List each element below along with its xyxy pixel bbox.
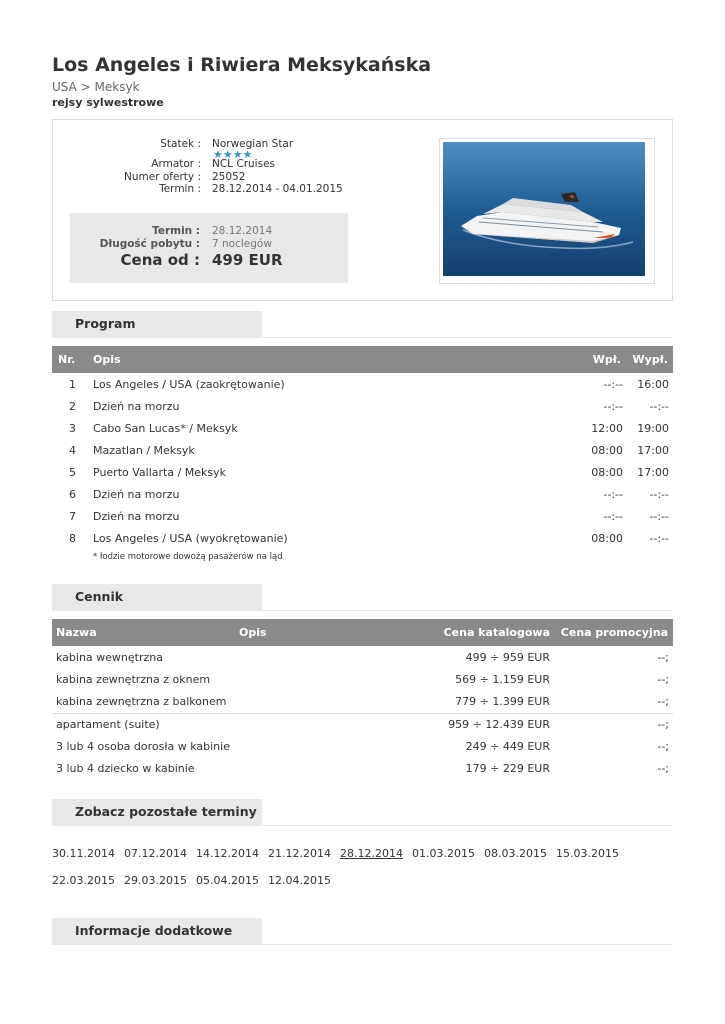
row-cena-katalogowa: 499 ÷ 959 EUR [465,651,550,664]
col-cena-katalogowa: Cena katalogowa [443,626,550,639]
term-date-link[interactable]: 12.04.2015 [268,874,331,887]
table-row [52,484,673,506]
row-nazwa: kabina zewnętrzna z balkonem [56,695,227,708]
table-row [52,418,673,440]
row-nr: 5 [69,466,76,479]
cennik-table-body [52,647,673,787]
term-date-link-selected[interactable]: 28.12.2014 [340,847,403,860]
row-nr: 8 [69,532,76,545]
row-cena-promocyjna: --; [657,718,669,731]
cruise-ship-image [443,142,645,276]
row-nr: 4 [69,444,76,457]
row-wypl: 16:00 [637,378,669,391]
col-cena-promocyjna: Cena promocyjna [560,626,668,639]
ship-label: Statek : [160,138,201,150]
row-wpl: 12:00 [591,422,623,435]
row-opis: Dzień na morzu [93,488,180,501]
row-wpl: --:-- [603,488,623,501]
cennik-table-header [52,619,673,646]
col-opis: Opis [239,626,267,639]
row-nr: 2 [69,400,76,413]
program-heading: Program [75,316,136,331]
owner-label: Armator : [151,158,201,170]
row-cena-promocyjna: --; [657,695,669,708]
terms-date-list [52,847,673,892]
col-opis: Opis [93,353,121,366]
row-nazwa: 3 lub 4 dziecko w kabinie [56,762,195,775]
ship-value: Norwegian Star [212,138,294,150]
col-nazwa: Nazwa [56,626,97,639]
cennik-heading: Cennik [75,589,124,604]
row-cena-katalogowa: 179 ÷ 229 EUR [465,762,550,775]
row-nr: 1 [69,378,76,391]
price-label: Cena od : [120,251,200,269]
stay-length-value: 7 noclegów [212,238,272,250]
table-row [52,758,673,780]
table-row [52,374,673,396]
row-nr: 3 [69,422,76,435]
term-date-link[interactable]: 15.03.2015 [556,847,619,860]
row-wypl: 17:00 [637,444,669,457]
table-row [52,440,673,462]
row-cena-promocyjna: --; [657,673,669,686]
term-date-link[interactable]: 07.12.2014 [124,847,187,860]
offer-number-label: Numer oferty : [124,171,201,183]
terms-heading: Zobacz pozostałe terminy [75,804,257,819]
row-cena-promocyjna: --; [657,651,669,664]
row-opis: Puerto Vallarta / Meksyk [93,466,227,479]
term-date-link[interactable]: 30.11.2014 [52,847,115,860]
term-label: Termin : [159,183,201,195]
row-wypl: --:-- [649,488,669,501]
program-table-header [52,346,673,373]
extra-info-tab [52,918,262,944]
row-cena-promocyjna: --; [657,740,669,753]
page-title: Los Angeles i Riwiera Meksykańska [52,54,432,76]
row-cena-katalogowa: 249 ÷ 449 EUR [465,740,550,753]
row-cena-katalogowa: 959 ÷ 12.439 EUR [448,718,550,731]
page-subtitle: rejsy sylwestrowe [52,96,164,109]
table-row [52,691,673,713]
program-footnote: * łodzie motorowe dowożą pasażerów na ląd [93,552,283,562]
rating-stars-icon: ★★★★ [213,148,253,161]
cennik-section-header [52,584,673,611]
term-date-link[interactable]: 14.12.2014 [196,847,259,860]
col-wpl: Wpł. [592,353,621,366]
row-cena-katalogowa: 779 ÷ 1.399 EUR [455,695,550,708]
term-date-link[interactable]: 01.03.2015 [412,847,475,860]
row-nazwa: kabina zewnętrzna z oknem [56,673,211,686]
row-nazwa: 3 lub 4 osoba dorosła w kabinie [56,740,230,753]
price-box [70,213,348,283]
terms-section-header [52,799,673,826]
extra-info-section-header [52,918,673,945]
row-wypl: 17:00 [637,466,669,479]
row-opis: Dzień na morzu [93,400,180,413]
row-opis: Dzień na morzu [93,510,180,523]
table-row [52,462,673,484]
term-date-link[interactable]: 05.04.2015 [196,874,259,887]
table-row [52,396,673,418]
row-wypl: --:-- [649,532,669,545]
offer-info-box [52,119,673,301]
program-section-header [52,311,673,338]
table-row [52,647,673,669]
row-wpl: 08:00 [591,532,623,545]
ship-photo[interactable] [439,138,655,284]
row-wypl: --:-- [649,510,669,523]
row-opis: Los Angeles / USA (wyokrętowanie) [93,532,288,545]
row-opis: Los Angeles / USA (zaokrętowanie) [93,378,285,391]
table-row [52,736,673,758]
price-value: 499 EUR [212,251,283,269]
table-row [52,528,673,550]
row-cena-promocyjna: --; [657,762,669,775]
row-wpl: --:-- [603,510,623,523]
term-date-link[interactable]: 29.03.2015 [124,874,187,887]
program-table-body [52,374,673,564]
table-row [52,669,673,691]
row-nr: 7 [69,510,76,523]
breadcrumb[interactable]: USA > Meksyk [52,80,140,94]
table-row [52,714,673,736]
price-term-label: Termin : [152,225,200,237]
term-date-link[interactable]: 22.03.2015 [52,874,115,887]
row-wpl: --:-- [603,400,623,413]
row-wypl: 19:00 [637,422,669,435]
row-opis: Cabo San Lucas* / Meksyk [93,422,238,435]
row-opis: Mazatlan / Meksyk [93,444,195,457]
col-nr: Nr. [58,353,76,366]
terms-tab [52,799,262,825]
table-row [52,506,673,528]
owner-value: NCL Cruises [212,158,275,170]
offer-number-value: 25052 [212,171,246,183]
row-nazwa: kabina wewnętrzna [56,651,163,664]
col-wypl: Wypł. [632,353,668,366]
row-wpl: --:-- [603,378,623,391]
row-wypl: --:-- [649,400,669,413]
term-date-link[interactable]: 21.12.2014 [268,847,331,860]
row-nazwa: apartament (suite) [56,718,160,731]
row-wpl: 08:00 [591,444,623,457]
cennik-tab [52,584,262,610]
stay-length-label: Długość pobytu : [99,238,200,250]
row-nr: 6 [69,488,76,501]
extra-info-heading: Informacje dodatkowe [75,923,233,938]
row-wpl: 08:00 [591,466,623,479]
term-value: 28.12.2014 - 04.01.2015 [212,183,343,195]
row-cena-katalogowa: 569 ÷ 1.159 EUR [455,673,550,686]
price-term-value: 28.12.2014 [212,225,273,237]
term-date-link[interactable]: 08.03.2015 [484,847,547,860]
program-tab [52,311,262,337]
